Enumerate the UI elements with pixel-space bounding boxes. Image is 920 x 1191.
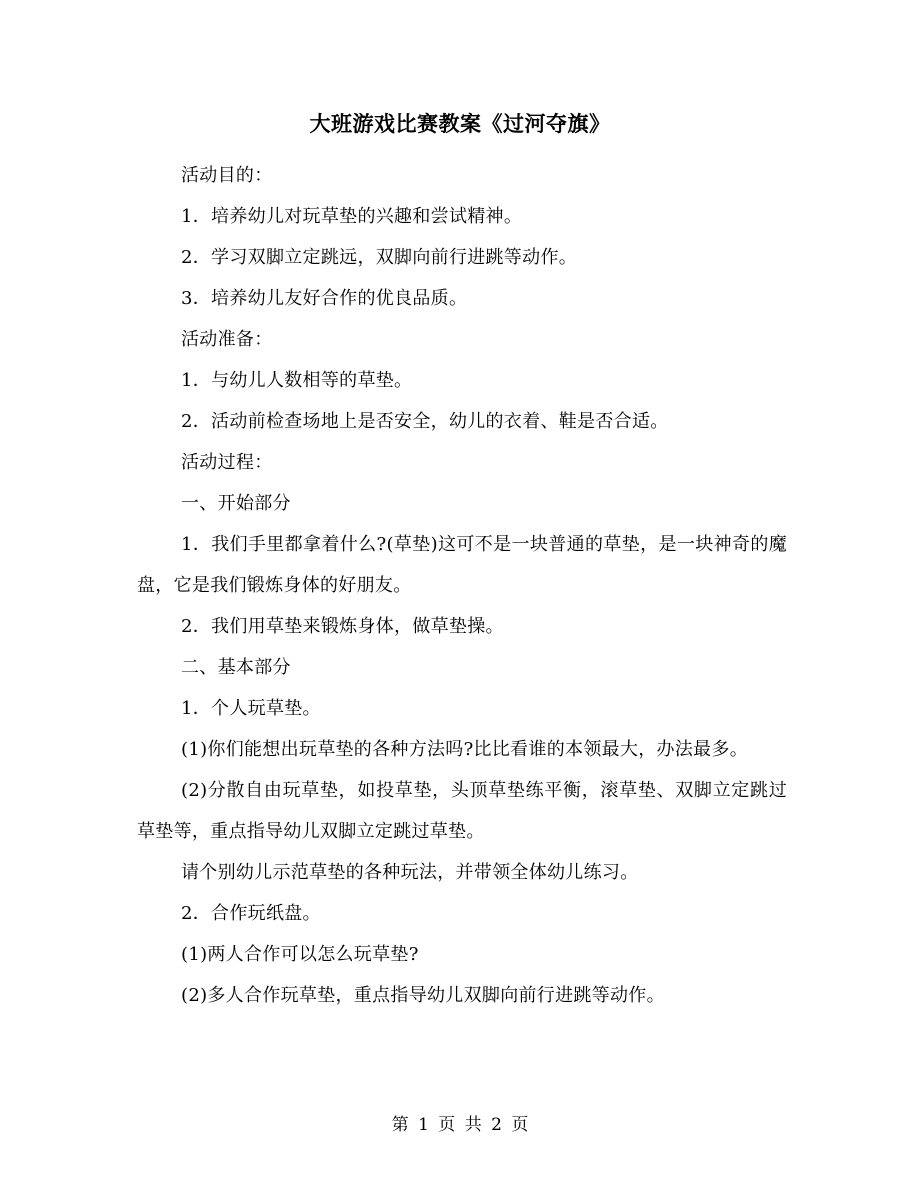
page-footer: 第 1 页 共 2 页: [391, 1115, 529, 1135]
paragraph: 1．与幼儿人数相等的草垫。: [181, 370, 413, 391]
subsection-heading-basic: 二、基本部分: [181, 657, 291, 678]
paragraph: (1)你们能想出玩草垫的各种方法吗?比比看谁的本领最大，办法最多。: [181, 739, 749, 760]
document-body: [137, 155, 787, 1016]
document-title: 大班游戏比赛教案《过河夺旗》: [309, 111, 611, 136]
paragraph: 2．我们用草垫来锻炼身体，做草垫操。: [181, 616, 504, 637]
paragraph: (2)多人合作玩草垫，重点指导幼儿双脚向前行进跳等动作。: [181, 985, 665, 1006]
paragraph: 1．培养幼儿对玩草垫的兴趣和尝试精神。: [181, 206, 523, 227]
paragraph: 1．个人玩草垫。: [181, 698, 321, 719]
paragraph: (1)两人合作可以怎么玩草垫?: [181, 944, 419, 965]
paragraph: 请个别幼儿示范草垫的各种玩法，并带领全体幼儿练习。: [181, 862, 639, 883]
subsection-heading-start: 一、开始部分: [181, 493, 291, 514]
section-heading-process: 活动过程：: [181, 452, 273, 473]
paragraph: 1．我们手里都拿着什么?(草垫)这可不是一块普通的草垫，是一块神奇的魔盘，它是我们锻炼身体的好朋友。: [137, 534, 787, 596]
paragraph: 3．培养幼儿友好合作的优良品质。: [181, 288, 468, 309]
paragraph: (2)分散自由玩草垫，如投草垫，头顶草垫练平衡，滚草垫、双脚立定跳过草垫等，重点指导幼儿双脚立定跳过草垫。: [137, 780, 787, 842]
section-heading-preparation: 活动准备：: [181, 329, 273, 350]
paragraph: 2．活动前检查场地上是否安全，幼儿的衣着、鞋是否合适。: [181, 411, 669, 432]
paragraph: 2．合作玩纸盘。: [181, 903, 321, 924]
section-heading-purpose: 活动目的：: [181, 165, 273, 186]
paragraph: 2．学习双脚立定跳远，双脚向前行进跳等动作。: [181, 247, 578, 268]
